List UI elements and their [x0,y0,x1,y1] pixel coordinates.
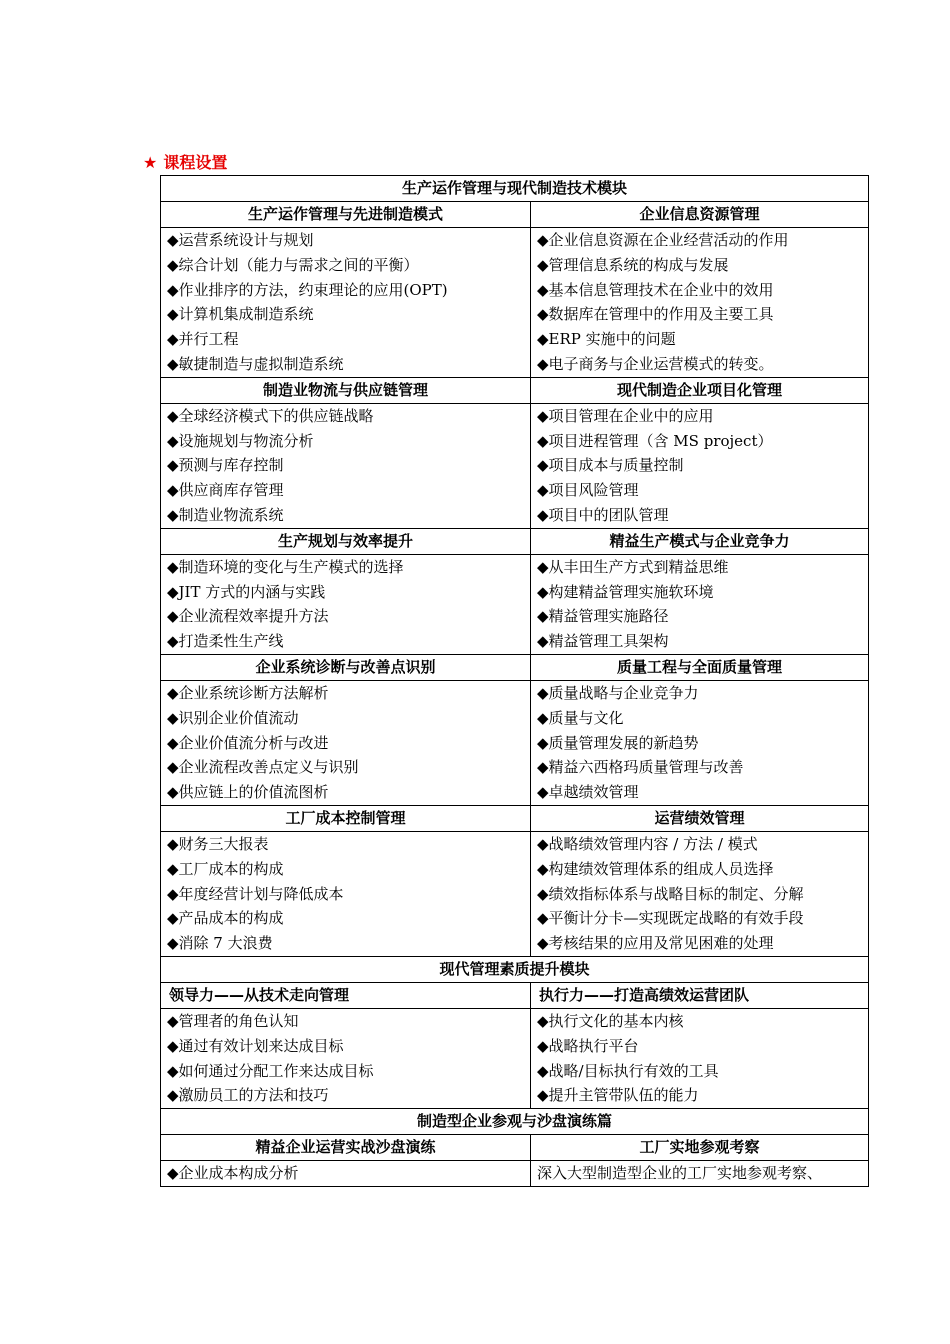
module-title: 运营绩效管理 [531,805,869,831]
course-item: ◆构建精益管理实施软环境 [537,582,714,601]
module-items-row [161,554,869,654]
course-item: ◆电子商务与企业运营模式的转变。 [537,354,774,373]
module-items [161,1008,531,1108]
course-item: ◆数据库在管理中的作用及主要工具 [537,305,774,324]
course-item: ◆供应商库存管理 [167,481,284,500]
course-item: ◆战略绩效管理内容 / 方法 / 模式 [537,834,758,853]
course-item: ◆制造业物流系统 [167,505,284,524]
section-title: 现代管理素质提升模块 [161,956,869,982]
module-items [161,831,531,956]
module-header-row [161,1135,869,1161]
section-header-row [161,956,869,982]
module-title: 领导力——从技术走向管理 [161,982,531,1008]
course-item: ◆项目中的团队管理 [537,505,669,524]
course-item: ◆如何通过分配工作来达成目标 [167,1061,374,1080]
course-item: ◆设施规划与物流分析 [167,431,314,450]
module-items-row [161,228,869,378]
course-item: ◆项目风险管理 [537,481,639,500]
module-items [531,228,869,378]
course-item: ◆企业流程效率提升方法 [167,607,329,626]
module-items [161,680,531,805]
course-item: ◆消除 7 大浪费 [167,934,273,953]
section-heading [143,152,227,174]
course-item: ◆通过有效计划来达成目标 [167,1036,344,1055]
course-item: ◆JIT 方式的内涵与实践 [167,582,326,601]
module-title: 企业系统诊断与改善点识别 [161,654,531,680]
course-item: ◆综合计划（能力与需求之间的平衡） [167,255,419,274]
course-item: ◆卓越绩效管理 [537,783,639,802]
course-item: ◆并行工程 [167,330,239,349]
module-items [161,554,531,654]
course-item: ◆战略执行平台 [537,1036,639,1055]
course-item: ◆企业信息资源在企业经营活动的作用 [537,231,789,249]
course-item: ◆从丰田生产方式到精益思维 [537,557,729,576]
module-items [531,680,869,805]
heading-title: 课程设置 [163,153,228,172]
course-item: ◆精益管理实施路径 [537,607,669,626]
course-item: ◆绩效指标体系与战略目标的制定、分解 [537,884,804,903]
section-title: 制造型企业参观与沙盘演练篇 [161,1109,869,1135]
course-item: ◆考核结果的应用及常见困难的处理 [537,934,774,953]
course-item: ◆提升主管带队伍的能力 [537,1086,699,1105]
module-title: 执行力——打造高绩效运营团队 [531,982,869,1008]
course-item: ◆敏捷制造与虚拟制造系统 [167,354,344,373]
module-items-row [161,403,869,528]
module-items [161,1161,531,1187]
course-item: ◆企业流程改善点定义与识别 [167,758,359,777]
course-item: ◆执行文化的基本内核 [537,1011,684,1030]
course-item: ◆项目管理在企业中的应用 [537,406,714,425]
module-title: 生产运作管理与先进制造模式 [161,202,531,228]
module-title: 现代制造企业项目化管理 [531,377,869,403]
module-title: 制造业物流与供应链管理 [161,377,531,403]
module-header-row [161,982,869,1008]
course-item: ◆企业成本构成分析 [167,1164,299,1183]
course-table [160,175,869,1187]
course-item: ◆质量管理发展的新趋势 [537,733,699,752]
course-item: ◆项目进程管理（含 MS project） [537,431,773,450]
module-items [531,554,869,654]
course-item: ◆预测与库存控制 [167,456,284,475]
module-title: 质量工程与全面质量管理 [531,654,869,680]
course-item: ◆ERP 实施中的问题 [537,330,676,349]
course-item: ◆打造柔性生产线 [167,632,284,651]
module-items [161,403,531,528]
course-item: ◆年度经营计划与降低成本 [167,884,344,903]
course-item: ◆供应链上的价值流图析 [167,783,329,802]
course-item: ◆平衡计分卡—实现既定战略的有效手段 [537,909,804,928]
section-header-row [161,1109,869,1135]
course-item: ◆识别企业价值流动 [167,708,299,727]
module-items [531,1161,869,1187]
course-item: ◆财务三大报表 [167,834,269,853]
module-header-row [161,528,869,554]
module-items-row [161,680,869,805]
course-item: ◆基本信息管理技术在企业中的效用 [537,280,774,299]
module-items-row [161,1008,869,1108]
course-item: ◆管理信息系统的构成与发展 [537,255,729,274]
module-items [161,228,531,378]
module-items [531,831,869,956]
course-item: ◆质量与文化 [537,708,624,727]
course-item: ◆计算机集成制造系统 [167,305,314,324]
module-title: 工厂成本控制管理 [161,805,531,831]
section-header-row [161,176,869,202]
module-title: 精益生产模式与企业竞争力 [531,528,869,554]
module-items-row [161,831,869,956]
course-item: ◆项目成本与质量控制 [537,456,684,475]
module-header-row [161,654,869,680]
module-title: 生产规划与效率提升 [161,528,531,554]
star-icon: ★ [143,153,158,172]
course-item: ◆精益六西格玛质量管理与改善 [537,758,744,777]
module-header-row [161,377,869,403]
module-items [531,1008,869,1108]
course-item: ◆全球经济模式下的供应链战略 [167,406,374,425]
course-item: ◆工厂成本的构成 [167,859,284,878]
module-header-row [161,805,869,831]
course-item: ◆质量战略与企业竞争力 [537,683,699,702]
module-title: 精益企业运营实战沙盘演练 [161,1135,531,1161]
course-item: ◆企业系统诊断方法解析 [167,683,329,702]
course-item: ◆激励员工的方法和技巧 [167,1086,329,1105]
course-item: ◆战略/目标执行有效的工具 [537,1061,719,1080]
course-item: 深入大型制造型企业的工厂实地参观考察、 [537,1164,823,1183]
module-title: 工厂实地参观考察 [531,1135,869,1161]
course-item: ◆产品成本的构成 [167,909,284,928]
course-item: ◆运营系统设计与规划 [167,231,314,249]
module-title: 企业信息资源管理 [531,202,869,228]
section-title: 生产运作管理与现代制造技术模块 [161,176,869,202]
course-item: ◆作业排序的方法，约束理论的应用(OPT) [167,280,448,299]
course-item: ◆管理者的角色认知 [167,1011,299,1030]
module-header-row [161,202,869,228]
course-item: ◆企业价值流分析与改进 [167,733,329,752]
course-item: ◆制造环境的变化与生产模式的选择 [167,557,404,576]
module-items [531,403,869,528]
module-items-row [161,1161,869,1187]
course-item: ◆构建绩效管理体系的组成人员选择 [537,859,774,878]
course-item: ◆精益管理工具架构 [537,632,669,651]
